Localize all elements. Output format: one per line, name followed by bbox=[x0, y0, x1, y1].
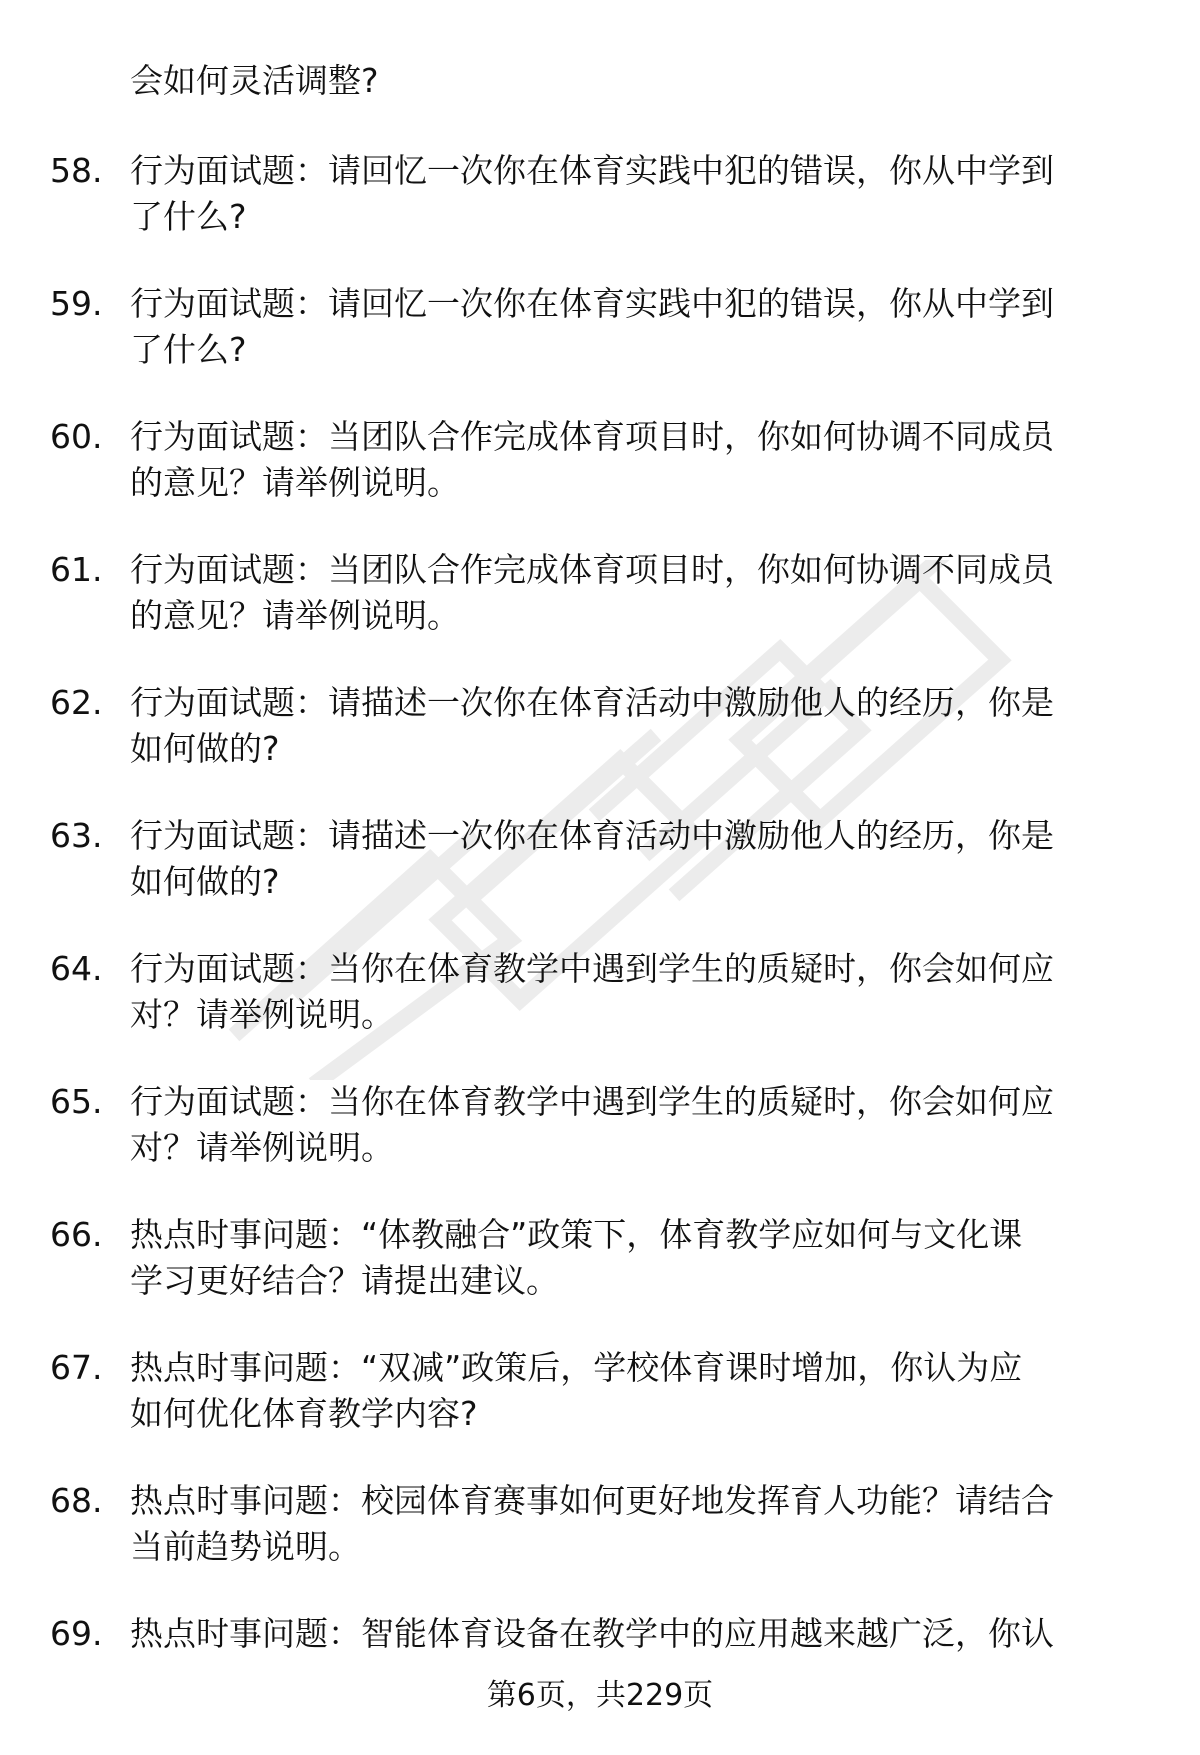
list-item bbox=[0, 148, 1200, 281]
list-item bbox=[0, 813, 1200, 946]
list-item bbox=[0, 680, 1200, 813]
item-text-line2: 如何做的? bbox=[130, 729, 280, 768]
item-number: 67. bbox=[50, 1348, 103, 1387]
list-item bbox=[0, 1212, 1200, 1345]
item-text-line1: 行为面试题：请回忆一次你在体育实践中犯的错误，你从中学到 bbox=[130, 284, 1054, 323]
item-number: 69. bbox=[50, 1614, 103, 1653]
item-text-line1: 行为面试题：当团队合作完成体育项目时，你如何协调不同成员 bbox=[130, 417, 1054, 456]
item-text-line1: 行为面试题：请描述一次你在体育活动中激励他人的经历，你是 bbox=[130, 816, 1054, 855]
item-text-line1: 热点时事问题：智能体育设备在教学中的应用越来越广泛，你认 bbox=[130, 1614, 1054, 1653]
item-text-line1: 行为面试题：当你在体育教学中遇到学生的质疑时，你会如何应 bbox=[130, 1082, 1054, 1121]
list-item bbox=[0, 946, 1200, 1079]
list-item bbox=[0, 1478, 1200, 1611]
item-text-line2: 了什么? bbox=[130, 197, 247, 236]
list-item bbox=[0, 414, 1200, 547]
item-text-line2: 学习更好结合？请提出建议。 bbox=[130, 1261, 559, 1300]
list-item bbox=[0, 547, 1200, 680]
page-footer: 第6页，共229页 bbox=[486, 1678, 714, 1713]
item-text-line1: 行为面试题：请描述一次你在体育活动中激励他人的经历，你是 bbox=[130, 683, 1054, 722]
item-text-line1: 热点时事问题：“体教融合”政策下，体育教学应如何与文化课 bbox=[130, 1215, 1023, 1254]
item-text-line2: 的意见？请举例说明。 bbox=[130, 596, 460, 635]
item-text-line2: 对？请举例说明。 bbox=[130, 1128, 394, 1167]
item-number: 58. bbox=[50, 151, 103, 190]
item-text-line2: 的意见？请举例说明。 bbox=[130, 463, 460, 502]
item-text-line2: 对？请举例说明。 bbox=[130, 995, 394, 1034]
list-item bbox=[0, 281, 1200, 414]
item-number: 60. bbox=[50, 417, 103, 456]
question-list bbox=[0, 148, 1200, 1744]
item-text-line1: 行为面试题：当团队合作完成体育项目时，你如何协调不同成员 bbox=[130, 550, 1054, 589]
item-number: 59. bbox=[50, 284, 103, 323]
list-item bbox=[0, 1345, 1200, 1478]
item-number: 64. bbox=[50, 949, 103, 988]
continuation-text: 会如何灵活调整? bbox=[130, 61, 379, 100]
item-text-line1: 热点时事问题：“双减”政策后，学校体育课时增加，你认为应 bbox=[130, 1348, 1023, 1387]
item-text-line1: 行为面试题：当你在体育教学中遇到学生的质疑时，你会如何应 bbox=[130, 949, 1054, 988]
item-number: 62. bbox=[50, 683, 103, 722]
item-text-line2: 了什么? bbox=[130, 330, 247, 369]
item-number: 61. bbox=[50, 550, 103, 589]
item-number: 68. bbox=[50, 1481, 103, 1520]
item-number: 63. bbox=[50, 816, 103, 855]
item-number: 65. bbox=[50, 1082, 103, 1121]
list-item bbox=[0, 1079, 1200, 1212]
item-text-line2: 当前趋势说明。 bbox=[130, 1527, 361, 1566]
item-number: 66. bbox=[50, 1215, 103, 1254]
item-text-line1: 行为面试题：请回忆一次你在体育实践中犯的错误，你从中学到 bbox=[130, 151, 1054, 190]
item-text-line2: 如何做的? bbox=[130, 862, 280, 901]
item-text-line1: 热点时事问题：校园体育赛事如何更好地发挥育人功能？请结合 bbox=[130, 1481, 1054, 1520]
item-text-line2: 如何优化体育教学内容? bbox=[130, 1394, 478, 1433]
